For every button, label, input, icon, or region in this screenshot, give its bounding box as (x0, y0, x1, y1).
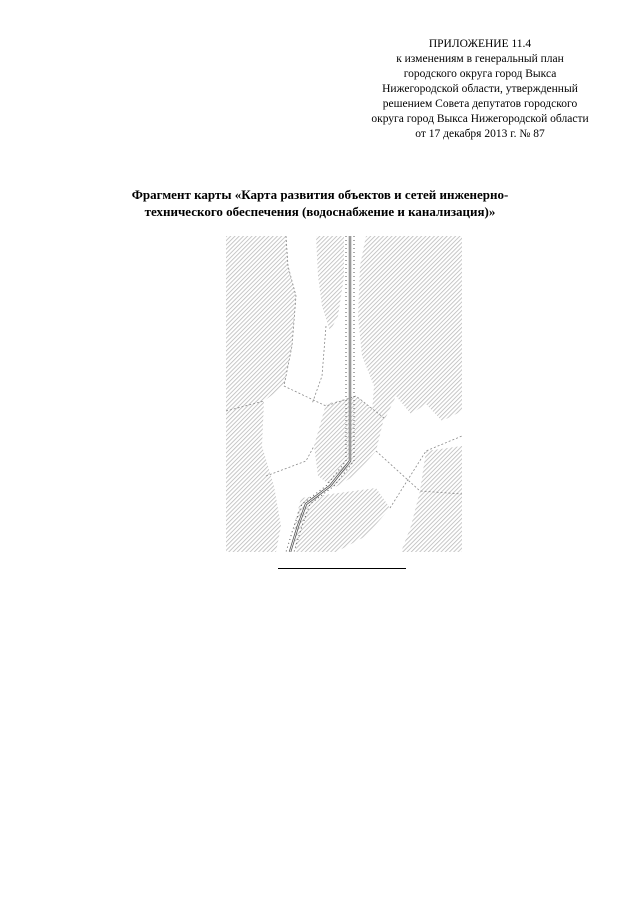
hatched-zone-left (226, 236, 296, 552)
title-line: Фрагмент карты «Карта развития объектов и сетей инженерно- (131, 187, 509, 202)
boundary-line (266, 446, 314, 476)
map-fragment-title (80, 186, 560, 220)
title-line: технического обеспечения (водоснабжение и канализация)» (144, 204, 496, 219)
map-fragment (226, 236, 462, 552)
appendix-line: Нижегородской области, утвержденный (382, 83, 578, 95)
appendix-line: от 17 декабря 2013 г. № 87 (415, 128, 545, 140)
hatched-zone-right (358, 236, 462, 421)
hatched-zone-bottom-right (401, 446, 462, 552)
appendix-line: решением Совета депутатов городского (382, 98, 578, 110)
appendix-line: ПРИЛОЖЕНИЕ 11.4 (428, 38, 532, 50)
hatched-zone-top-center (316, 236, 344, 331)
boundary-line (312, 326, 326, 404)
appendix-line: городского округа город Выкса (403, 68, 557, 80)
end-rule (278, 568, 406, 569)
appendix-line: округа город Выкса Нижегородской области (371, 113, 589, 125)
appendix-line: к изменениям в генеральный план (396, 53, 564, 65)
hatched-zone-bottom (294, 488, 390, 552)
appendix-header (330, 37, 630, 142)
